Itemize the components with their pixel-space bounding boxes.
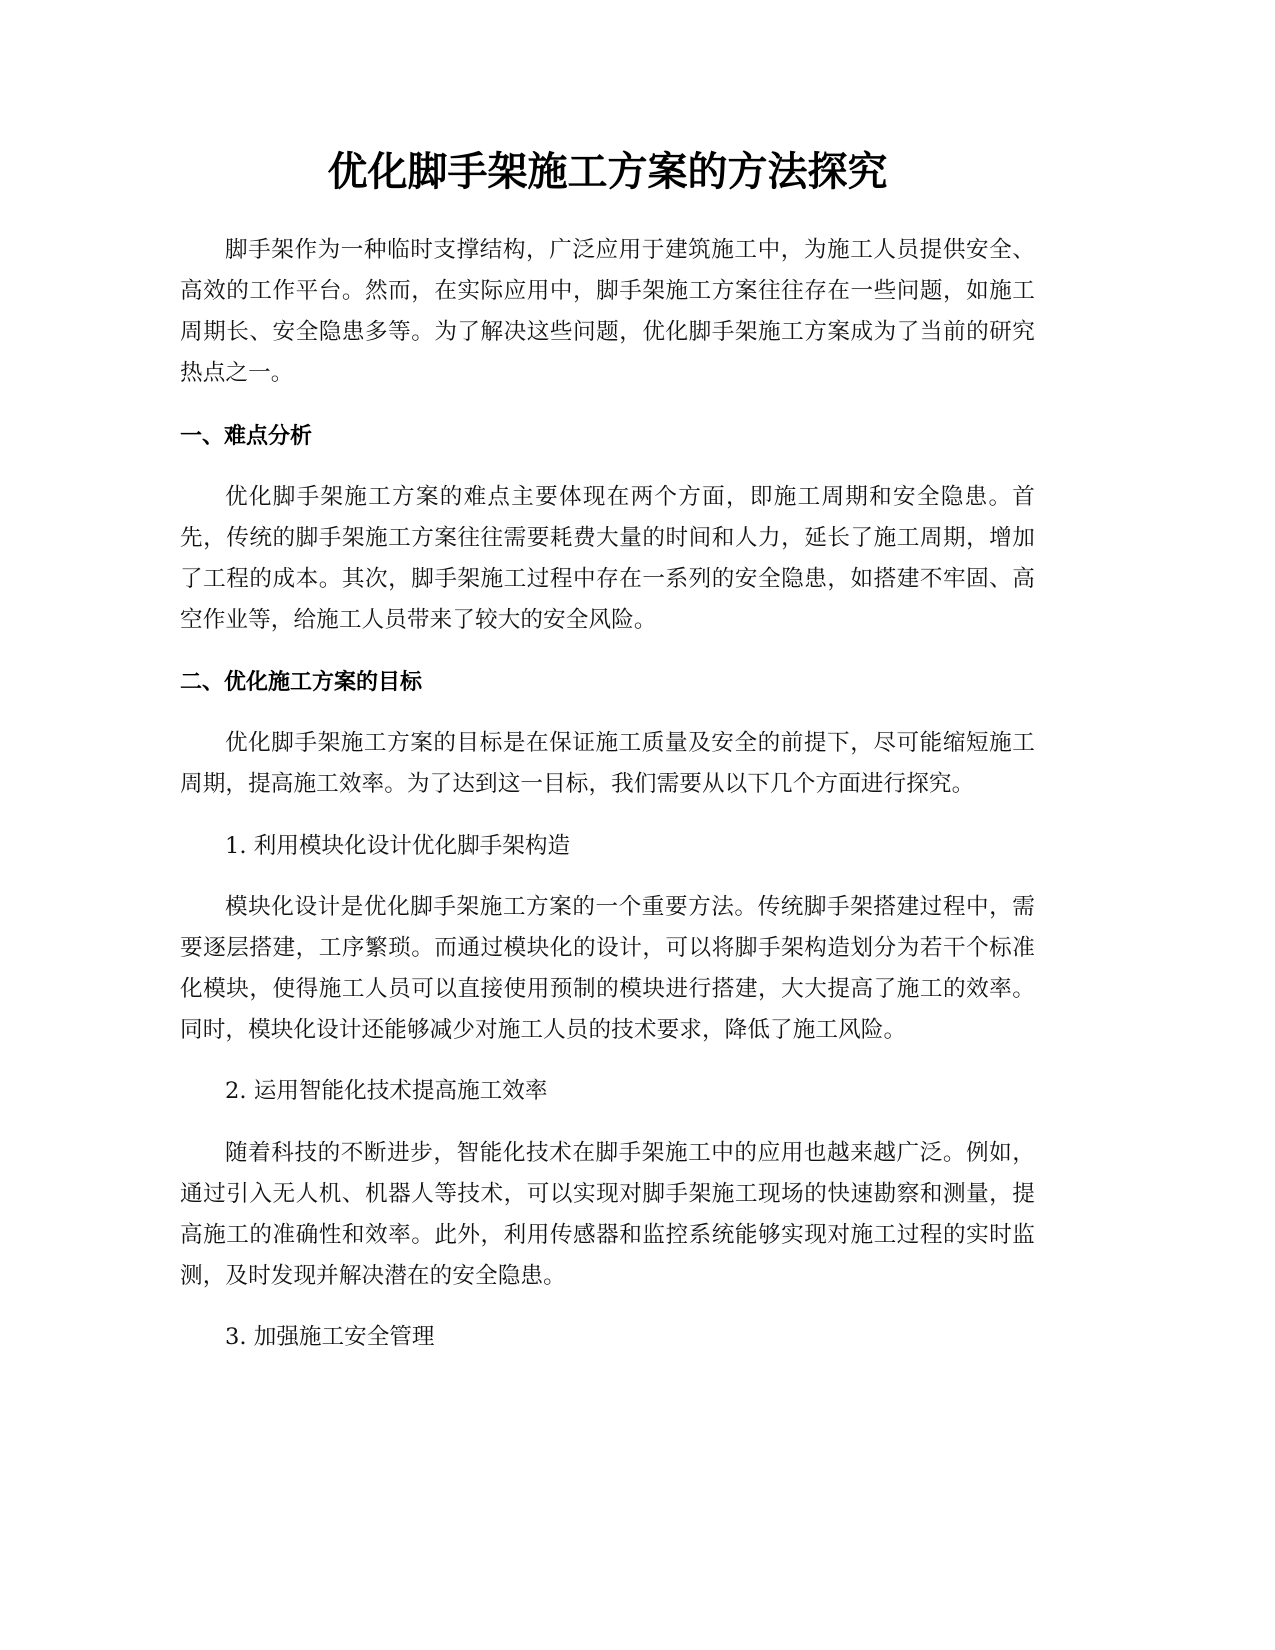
modular-paragraph: 模块化设计是优化脚手架施工方案的一个重要方法。传统脚手架搭建过程中，需要逐层搭建，工序繁琐。而通过模块化的设计，可以将脚手架构造划分为若干个标准化模块，使得施工人员可以直接使用预制的模块进行搭建，大大提高了施工的效率。同时，模块化设计还能够减少对施工人员的技术要求，降低了施工风险。	[180, 894, 1035, 1043]
section-heading-goals: 二、优化施工方案的目标	[180, 670, 423, 695]
document-title: 优化脚手架施工方案的方法探究	[327, 149, 888, 195]
intro-paragraph: 脚手架作为一种临时支撑结构，广泛应用于建筑施工中，为施工人员提供安全、高效的工作平台。然而，在实际应用中，脚手架施工方案往往存在一些问题，如施工周期长、安全隐患多等。为了解决这些问题，优化脚手架施工方案成为了当前的研究热点之一。	[180, 237, 1035, 386]
subsection-label-safety: 3. 加强施工安全管理	[225, 1324, 435, 1350]
difficulty-paragraph: 优化脚手架施工方案的难点主要体现在两个方面，即施工周期和安全隐患。首先，传统的脚手架施工方案往往需要耗费大量的时间和人力，延长了施工周期，增加了工程的成本。其次，脚手架施工过程中存在一系列的安全隐患，如搭建不牢固、高空作业等，给施工人员带来了较大的安全风险。	[180, 484, 1035, 633]
subsection-label-intelligent: 2. 运用智能化技术提高施工效率	[225, 1078, 548, 1104]
intelligent-paragraph: 随着科技的不断进步，智能化技术在脚手架施工中的应用也越来越广泛。例如，通过引入无人机、机器人等技术，可以实现对脚手架施工现场的快速勘察和测量，提高施工的准确性和效率。此外，利用传感器和监控系统能够实现对施工过程的实时监测，及时发现并解决潜在的安全隐患。	[180, 1140, 1035, 1289]
goals-paragraph: 优化脚手架施工方案的目标是在保证施工质量及安全的前提下，尽可能缩短施工周期，提高施工效率。为了达到这一目标，我们需要从以下几个方面进行探究。	[180, 730, 1035, 797]
section-heading-difficulty: 一、难点分析	[180, 424, 313, 449]
subsection-label-modular: 1. 利用模块化设计优化脚手架构造	[225, 833, 571, 859]
